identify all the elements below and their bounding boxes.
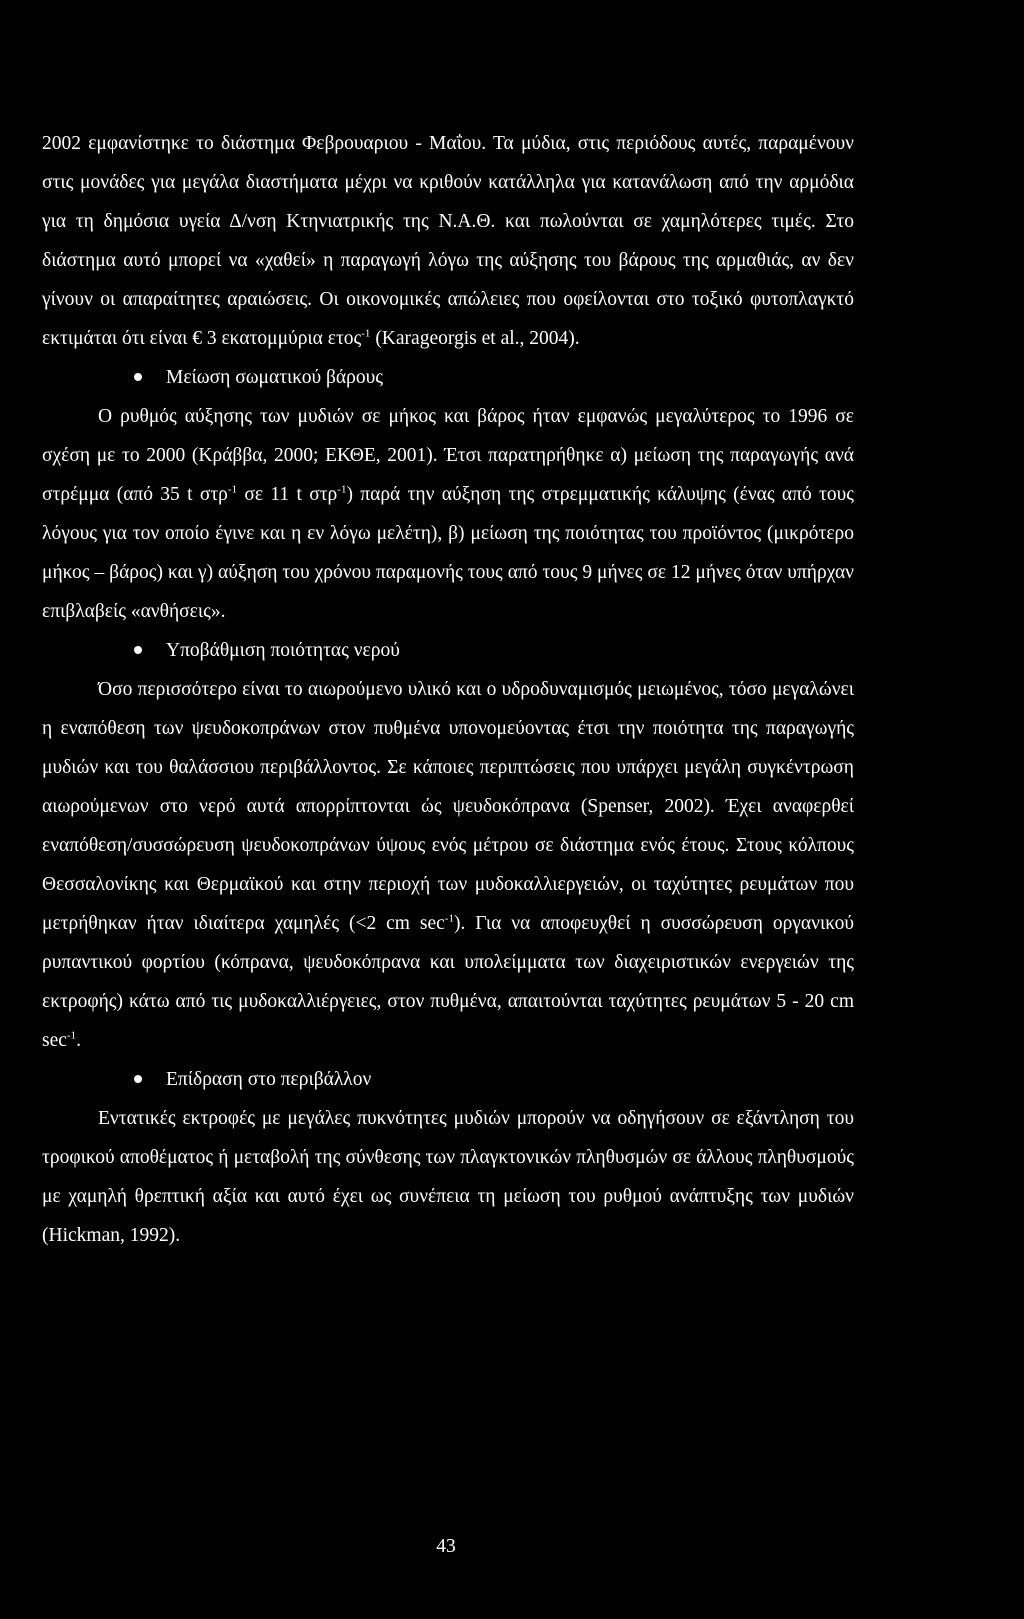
paragraph-2-text-end: ) παρά την αύξηση της στρεμματικής κάλυψης (ένας από τους λόγους για τον οποίο έγινε και η εν λόγω μελέτη), β) μείωση της ποιότητας του προϊόντος (μικρότερο μήκος – βάρος) και γ) αύξηση του χρόνου παραμονής τους από τους 9 μήνες σε 12 μήνες όταν υπήρχαν επιβλαβείς «ανθήσεις». [42, 484, 854, 622]
paragraph-2-text-middle: σε 11 t στρ [237, 484, 338, 505]
bullet-heading-weight-loss [42, 358, 854, 397]
paragraph-3-text: Όσο περισσότερο είναι το αιωρούμενο υλικό και ο υδροδυναμισμός μειωμένος, τόσο μεγαλώνει η εναπόθεση των ψευδοκοπράνων στον πυθμένα υπονομεύοντας έτσι την ποιότητα της παραγωγής μυδιών και του θαλάσσιου περιβάλλοντος. Σε κάποιες περιπτώσεις που υπάρχει μεγάλη συγκέντρωση αιωρούμενων στο νερό αυτά απορρίπτονται ώς ψευδοκόπρανα (Spenser, 2002). Έχει αναφερθεί εναπόθεση/συσσώρευση ψευδοκοπράνων ύψους ενός μέτρου σε διάστημα ενός έτους. Στους κόλπους Θεσσαλονίκης και Θερμαϊκού και στην περιοχή των μυδοκαλλιεργειών, οι ταχύτητες ρευμάτων που μετρήθηκαν ήταν ιδιαίτερα χαμηλές (<2 cm sec [42, 679, 854, 934]
page-number: 43 [436, 1536, 456, 1557]
paragraph-2-text: Ο ρυθμός αύξησης των μυδιών σε μήκος και βάρος ήταν εμφανώς μεγαλύτερος το 1996 σε σχέση με το 2000 (Κράββα, 2000; ΕΚΘΕ, 2001). Έτσι παρατηρήθηκε α) μείωση της παραγωγής ανά στρέμμα (από 35 t στρ [42, 406, 854, 505]
paragraph-2 [42, 397, 854, 631]
superscript-minus-one: -1 [227, 483, 238, 496]
superscript-minus-one: -1 [444, 912, 454, 925]
paragraph-3 [42, 670, 854, 1060]
paragraph-3-text-middle: ). Για να αποφευχθεί η συσσώρευση οργανικού ρυπαντικού φορτίου (κόπρανα, ψευδοκόπρανα και υπολείμματα των διαχειριστικών ενεργειών της εκτροφής) κάτω από τις μυδοκαλλιέργειες, στον πυθμένα, απαιτούνται ταχύτητες ρευμάτων 5 - 20 cm sec [42, 913, 854, 1051]
superscript-minus-one: -1 [337, 483, 347, 496]
paragraph-4 [42, 1099, 854, 1255]
paragraph-3-text-end: . [76, 1030, 81, 1051]
document-page [42, 124, 854, 1255]
bullet-icon [134, 373, 142, 381]
bullet-icon [134, 646, 142, 654]
paragraph-1-citation: (Karageorgis et al., 2004). [370, 328, 580, 349]
heading-weight-loss: Μείωση σωματικού βάρους [166, 367, 383, 388]
paragraph-4-text: Εντατικές εκτροφές με μεγάλες πυκνότητες μυδιών μπορούν να οδηγήσουν σε εξάντληση του τροφικού αποθέματος ή μεταβολή της σύνθεσης των πλαγκτονικών πληθυσμών σε άλλους πληθυσμούς με χαμηλή θρεπτική αξία και αυτό έχει ως συνέπεια τη μείωση του ρυθμού ανάπτυξης των μυδιών (Hickman, 1992). [42, 1108, 854, 1246]
heading-environment: Επίδραση στο περιβάλλον [166, 1069, 372, 1090]
heading-water-quality: Υποβάθμιση ποιότητας νερού [166, 640, 400, 661]
paragraph-1-text: 2002 εμφανίστηκε το διάστημα Φεβρουαριου - Μαΐου. Τα μύδια, στις περιόδους αυτές, παραμένουν στις μονάδες για μεγάλα διαστήματα μέχρι να κριθούν κατάλληλα για κατανάλωση από την αρμόδια για τη δημόσια υγεία Δ/νση Κτηνιατρικής της Ν.Α.Θ. και πωλούνται σε χαμηλότερες τιμές. Στο διάστημα αυτό μπορεί να «χαθεί» η παραγωγή λόγω της αύξησης του βάρους της αρμαθιάς, αν δεν γίνουν οι απαραίτητες αραιώσεις. Οι οικονομικές απώλειες που οφείλονται στο τοξικό φυτοπλαγκτό εκτιμάται ότι είναι € 3 εκατομμύρια ετος [42, 133, 854, 349]
bullet-heading-environment [42, 1060, 854, 1099]
superscript-minus-one: -1 [361, 327, 371, 340]
bullet-icon [134, 1075, 142, 1083]
superscript-minus-one: -1 [66, 1029, 77, 1042]
paragraph-1 [42, 124, 854, 358]
bullet-heading-water-quality [42, 631, 854, 670]
